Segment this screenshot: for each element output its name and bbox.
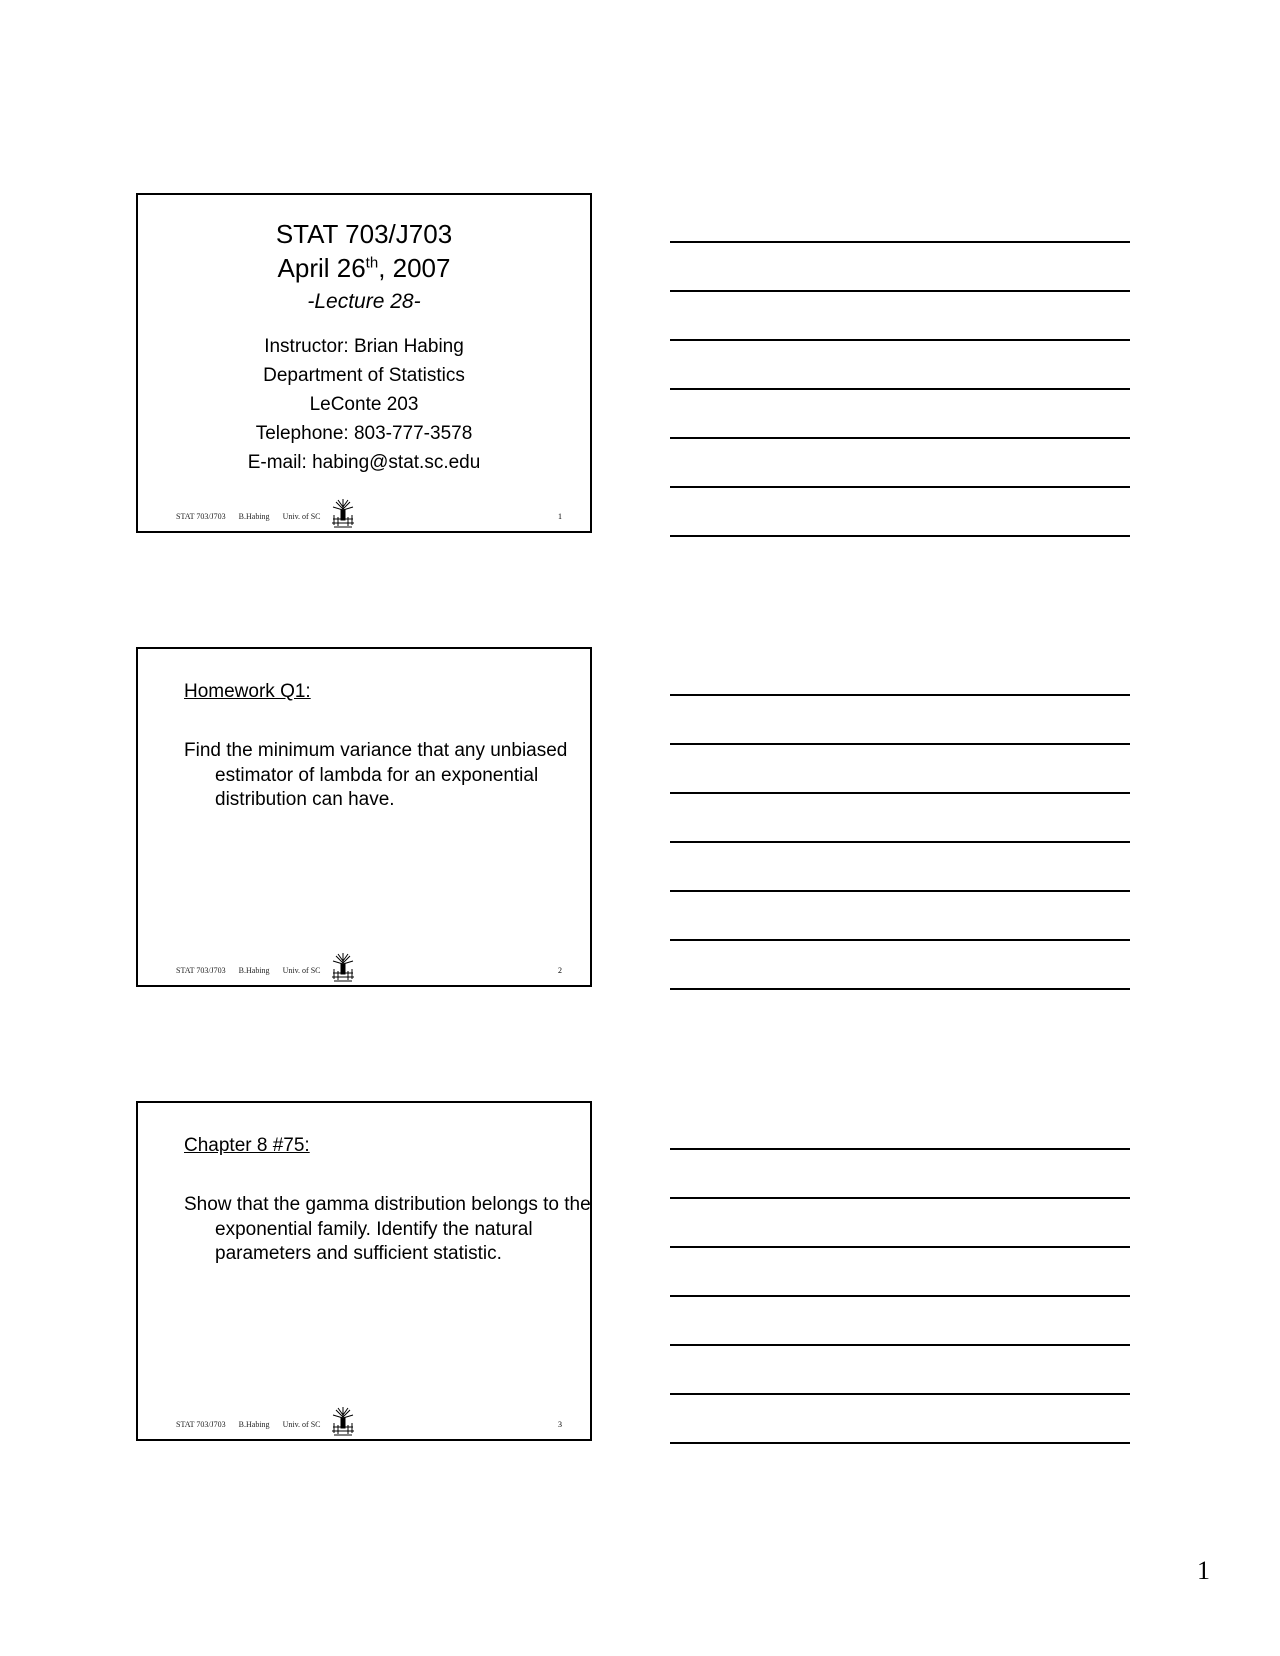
slide-footer xyxy=(176,1405,356,1429)
note-line xyxy=(670,694,1130,696)
footer-course: STAT 703/J703 xyxy=(176,1420,226,1429)
note-line xyxy=(670,1393,1130,1395)
slide-heading: Homework Q1: xyxy=(184,681,311,702)
note-line xyxy=(670,743,1130,745)
course-title: STAT 703/J703 xyxy=(275,219,453,249)
note-line xyxy=(670,339,1130,341)
note-line xyxy=(670,1197,1130,1199)
info-department: Department of Statistics xyxy=(263,365,465,386)
slide-body: Show that the gamma distribution belongs to the exponential family. Identify the natural parameters and sufficient statistic. xyxy=(184,1194,591,1264)
slide-2 xyxy=(136,647,592,987)
handout-page-number: 1 xyxy=(1197,1556,1210,1585)
title-block xyxy=(138,217,590,477)
note-line xyxy=(670,890,1130,892)
note-line xyxy=(670,535,1130,537)
footer-course: STAT 703/J703 xyxy=(176,966,226,975)
note-line xyxy=(670,1344,1130,1346)
footer-author: B.Habing xyxy=(238,1420,270,1429)
slide-page-number: 3 xyxy=(558,1420,562,1429)
slide-page-number: 2 xyxy=(558,966,562,975)
slide-footer xyxy=(176,951,356,975)
note-line xyxy=(670,841,1130,843)
footer-school: Univ. of SC xyxy=(282,1420,321,1429)
footer-school: Univ. of SC xyxy=(282,966,321,975)
footer-school: Univ. of SC xyxy=(282,512,321,521)
note-line xyxy=(670,1295,1130,1297)
slide-body: Find the minimum variance that any unbiased estimator of lambda for an exponential distribution can have. xyxy=(184,740,568,810)
lecture-date: April 26th, 2007 xyxy=(277,253,451,283)
note-line xyxy=(670,1246,1130,1248)
info-email: E-mail: habing@stat.sc.edu xyxy=(247,452,481,473)
info-office: LeConte 203 xyxy=(309,394,419,415)
slide-1 xyxy=(136,193,592,533)
slide-page-number: 1 xyxy=(558,512,562,521)
note-line xyxy=(670,290,1130,292)
note-line xyxy=(670,792,1130,794)
info-telephone: Telephone: 803-777-3578 xyxy=(255,423,473,444)
note-line xyxy=(670,241,1130,243)
slide-footer xyxy=(176,497,356,521)
slide-heading: Chapter 8 #75: xyxy=(184,1135,310,1156)
note-line xyxy=(670,486,1130,488)
slide-3 xyxy=(136,1101,592,1441)
note-line xyxy=(670,1148,1130,1150)
note-line xyxy=(670,1442,1130,1444)
university-seal-icon xyxy=(330,497,356,529)
footer-author: B.Habing xyxy=(238,512,270,521)
instructor-info xyxy=(138,332,590,477)
note-line xyxy=(670,988,1130,990)
footer-author: B.Habing xyxy=(238,966,270,975)
note-line xyxy=(670,939,1130,941)
footer-course: STAT 703/J703 xyxy=(176,512,226,521)
lecture-number: -Lecture 28- xyxy=(307,290,421,313)
university-seal-icon xyxy=(330,951,356,983)
note-line xyxy=(670,437,1130,439)
note-line xyxy=(670,388,1130,390)
info-instructor: Instructor: Brian Habing xyxy=(264,336,464,357)
university-seal-icon xyxy=(330,1405,356,1437)
